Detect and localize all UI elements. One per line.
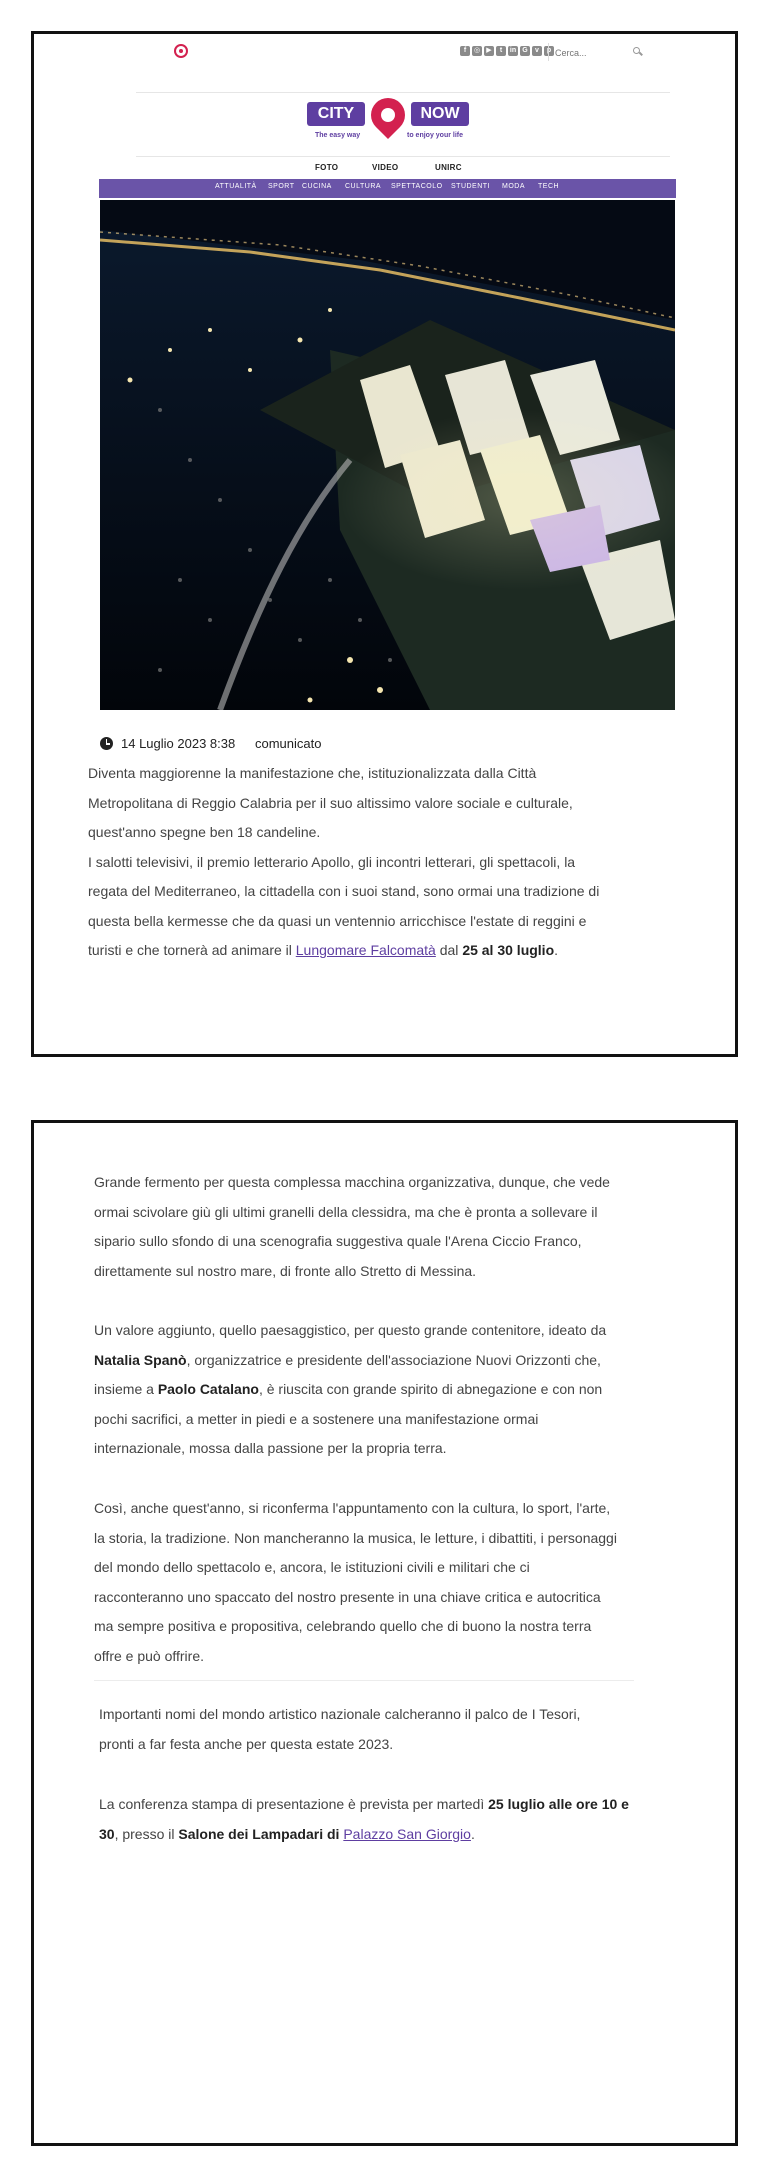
text-fragment: , organizzatrice e presidente dell'associazione Nuovi Orizzonti che,	[186, 1351, 601, 1368]
category-cucina[interactable]: CUCINA	[302, 183, 332, 190]
logo-city-text: CITY	[307, 102, 365, 126]
text-line: sipario sullo sfondo di una scenografia suggestiva quale l'Arena Ciccio Franco,	[94, 1233, 582, 1249]
article-intro	[88, 759, 668, 966]
google-icon[interactable]: G	[520, 46, 530, 56]
paragraph-organizers	[94, 1316, 674, 1464]
search-form	[548, 43, 644, 61]
venue-name: Salone dei Lampadari di	[178, 1825, 340, 1842]
category-moda[interactable]: MODA	[502, 183, 525, 190]
text-line: Così, anche quest'anno, si riconferma l'appuntamento con la cultura, lo sport, l'arte,	[94, 1500, 611, 1516]
paragraph-program	[94, 1494, 674, 1671]
text-line: Metropolitana di Reggio Calabria per il suo altissimo valore sociale e culturale,	[88, 794, 573, 811]
logo-tagline-left: The easy way	[315, 132, 361, 139]
text-line: direttamente sul nostro mare, di fronte allo Stretto di Messina.	[94, 1262, 477, 1279]
category-sport[interactable]: SPORT	[268, 183, 295, 190]
text-line: pochi sacrifici, a metter in piedi e a sostenere una manifestazione ormai	[94, 1410, 539, 1427]
category-tech[interactable]: TECH	[538, 183, 560, 190]
search-icon[interactable]	[633, 47, 640, 54]
text-fragment: , presso il	[114, 1825, 179, 1842]
text-line	[99, 1790, 679, 1820]
person-name: Paolo Catalano	[157, 1381, 259, 1397]
text-fragment: dal	[435, 942, 463, 958]
text-fragment: insieme a	[94, 1381, 158, 1397]
text-line: pronti a far festa anche per questa estate 2023.	[99, 1735, 394, 1752]
header-divider	[136, 92, 670, 93]
article-featured-image	[100, 200, 675, 710]
publish-date: 14 Luglio 2023 8:38	[121, 736, 236, 751]
text-line: regata del Mediterraneo, la cittadella con i suoi stand, sono ormai una tradizione di	[88, 883, 600, 899]
nav-item-video[interactable]: VIDEO	[372, 163, 399, 172]
text-line: Diventa maggiorenne la manifestazione che, istituzionalizzata dalla Città	[88, 765, 537, 781]
category-cultura[interactable]: CULTURA	[345, 183, 382, 190]
conference-time-end: 30	[99, 1825, 115, 1842]
secondary-nav	[0, 163, 768, 177]
text-fragment: La conferenza stampa di presentazione è prevista per martedì	[99, 1796, 489, 1812]
logo-divider	[136, 156, 670, 157]
text-fragment: .	[470, 1825, 475, 1842]
lungomare-link[interactable]: Lungomare Falcomatà	[295, 942, 436, 958]
text-line: racconteranno uno spaccato del nostro presente in una chiave critica e autocritica	[94, 1588, 601, 1605]
location-pin-icon[interactable]	[174, 44, 188, 58]
category-nav	[99, 179, 676, 198]
social-links	[460, 46, 554, 56]
facebook-icon[interactable]: f	[460, 46, 470, 56]
search-input[interactable]	[549, 44, 619, 62]
night-festival-aerial-photo	[100, 200, 675, 710]
pinterest-icon[interactable]: p	[544, 46, 554, 56]
text-line: offre e può offrire.	[94, 1647, 204, 1664]
text-line: questa bella kermesse che da quasi un ventennio arricchisce l'estate di reggini e	[88, 912, 587, 929]
paragraph-preparation	[94, 1168, 674, 1286]
text-fragment: , è riuscita con grande spirito di abnegazione e con non	[258, 1381, 603, 1397]
top-bar	[136, 43, 670, 63]
logo-now-text: NOW	[411, 102, 469, 126]
text-line	[88, 936, 668, 966]
nav-item-foto[interactable]: FOTO	[315, 163, 339, 172]
text-line: Grande fermento per questa complessa macchina organizzativa, dunque, che vede	[94, 1174, 610, 1190]
text-fragment: turisti e che tornerà ad animare il	[88, 942, 296, 958]
text-line: Importanti nomi del mondo artistico nazionale calcheranno il palco de I Tesori,	[99, 1706, 581, 1722]
text-line: ormai scivolare giù gli ultimi granelli della clessidra, ma che è pronta a sollevare il	[94, 1203, 598, 1220]
text-line: la storia, la tradizione. Non mancheranno la musica, le letture, i dibattiti, i personaggi	[94, 1529, 617, 1546]
category-studenti[interactable]: STUDENTI	[451, 183, 490, 190]
text-line: ma sempre positiva e propositiva, celebrando quello che di buono la nostra terra	[94, 1618, 592, 1634]
section-divider	[94, 1680, 634, 1681]
vimeo-icon[interactable]: v	[532, 46, 542, 56]
conference-time: 25 luglio alle ore 10 e	[488, 1796, 629, 1812]
palazzo-san-giorgio-link[interactable]: Palazzo San Giorgio	[343, 1825, 471, 1842]
paragraph-press-conference	[99, 1790, 679, 1849]
youtube-icon[interactable]: ▶	[484, 46, 494, 56]
text-line	[94, 1346, 674, 1376]
text-line: I salotti televisivi, il premio letterario Apollo, gli incontri letterari, gli spettacoli, la	[88, 853, 576, 870]
author-link[interactable]: comunicato	[255, 736, 322, 751]
nav-item-unirc[interactable]: UNIRC	[435, 163, 462, 172]
clock-icon	[100, 737, 113, 750]
text-line	[99, 1820, 679, 1850]
text-line: del mondo dello spettacolo e, ancora, le istituzioni civili e militari che ci	[94, 1559, 530, 1575]
logo-tagline-right: to enjoy your life	[407, 132, 464, 139]
person-name: Natalia Spanò	[94, 1351, 187, 1368]
instagram-icon[interactable]: ◎	[473, 47, 481, 54]
category-attualita[interactable]: ATTUALITÀ	[215, 183, 257, 190]
text-fragment: .	[554, 942, 559, 958]
site-logo[interactable]	[307, 102, 472, 152]
twitter-icon[interactable]: t	[496, 46, 506, 56]
linkedin-icon[interactable]: in	[509, 47, 517, 54]
text-line: Un valore aggiunto, quello paesaggistico, per questo grande contenitore, ideato da	[94, 1322, 607, 1338]
category-spettacolo[interactable]: SPETTACOLO	[391, 183, 443, 190]
text-line: internazionale, mossa dalla passione per la propria terra.	[94, 1440, 447, 1456]
text-line: quest'anno spegne ben 18 candeline.	[88, 824, 321, 840]
paragraph-artists	[99, 1700, 679, 1759]
text-line	[94, 1375, 674, 1405]
event-dates: 25 al 30 luglio	[462, 942, 555, 958]
